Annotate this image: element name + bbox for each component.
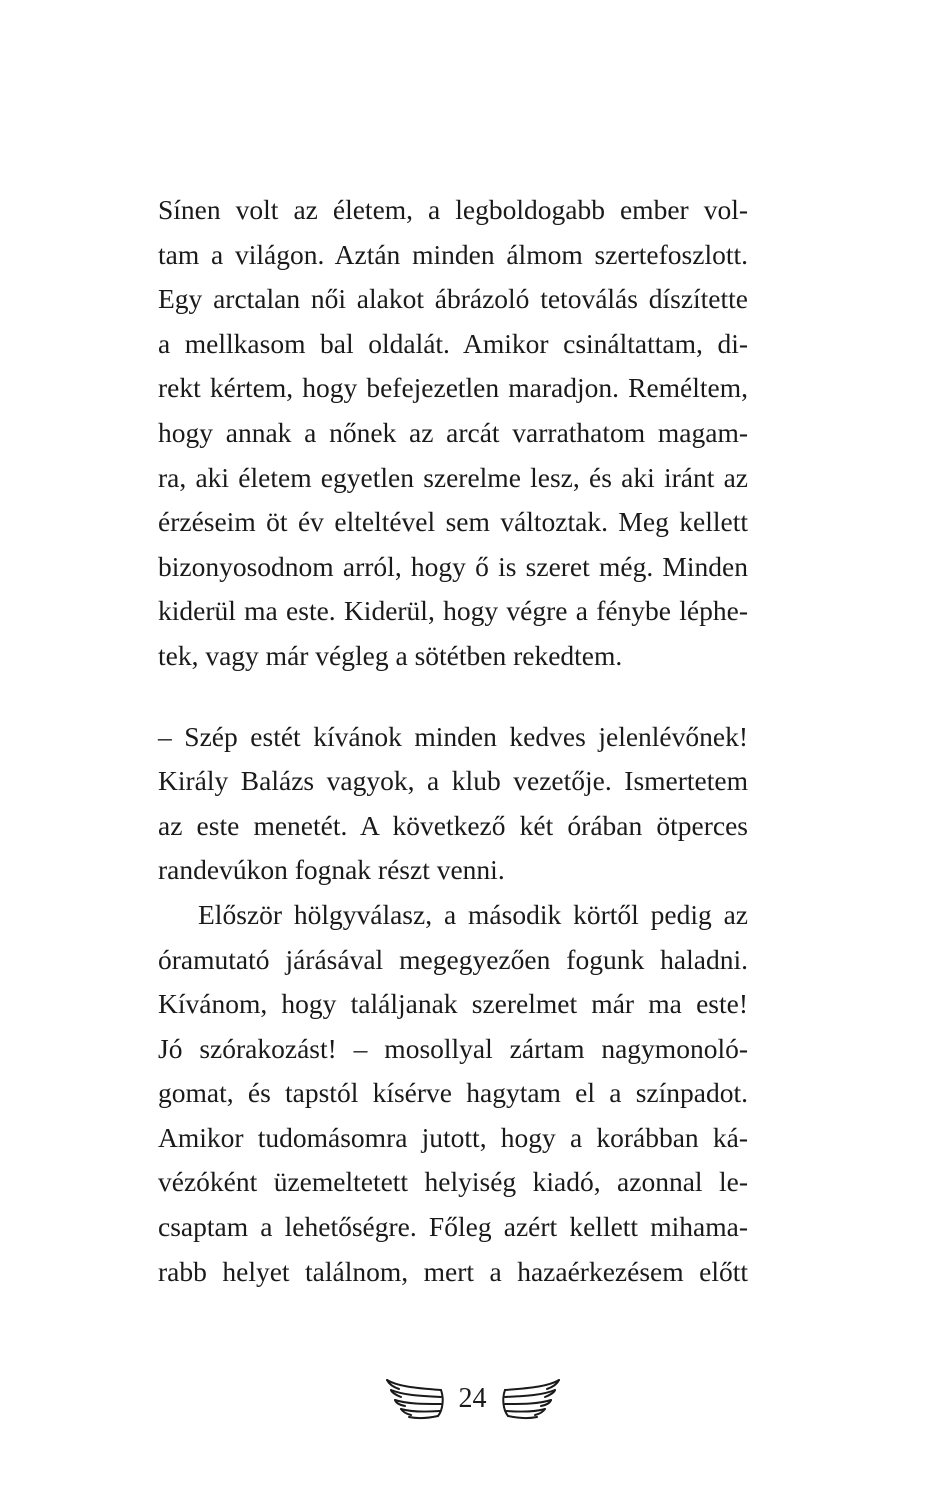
text-line: – Szép estét kívánok minden kedves jelenlévőnek! (158, 720, 748, 752)
text-line: Sínen volt az életem, a legboldogabb ember vol- (158, 194, 748, 225)
text-line: ra, aki életem egyetlen szerelme lesz, és aki iránt az (158, 461, 748, 493)
text-line: Egy arctalan női alakot ábrázoló tetoválás díszítette (158, 283, 748, 315)
text-line: Király Balázs vagyok, a klub vezetője. Ismertetem (158, 765, 748, 797)
text-line: tek, vagy már végleg a sötétben rekedtem. (158, 639, 623, 671)
text-line: gomat, és tapstól kísérve hagytam el a színpadot. (158, 1077, 748, 1109)
page-footer (0, 1374, 945, 1424)
text-line: érzéseim öt év elteltével sem változtak. Meg kellett (158, 506, 748, 538)
text-line: Először hölgyválasz, a második körtől pedig az (198, 898, 748, 930)
text-line: rabb helyet találnom, mert a hazaérkezésem előtt (158, 1255, 748, 1287)
text-line: Amikor tudomásomra jutott, hogy a korábban ká- (158, 1121, 748, 1153)
text-line: vézóként üzemeltetett helyiség kiadó, azonnal le- (158, 1166, 748, 1198)
section-gap (158, 679, 748, 715)
text-line: tam a világon. Aztán minden álmom szertefoszlott. (158, 238, 748, 270)
text-line: a mellkasom bal oldalát. Amikor csináltattam, di- (158, 327, 748, 359)
text-line: Jó szórakozást! – mosollyal zártam nagymonoló- (158, 1032, 748, 1064)
text-line: hogy annak a nőnek az arcát varrathatom magam- (158, 416, 748, 448)
angel-wing-right-icon (501, 1376, 563, 1422)
text-line: bizonyosodnom arról, hogy ő is szeret még. Minden (158, 550, 748, 582)
page-body (158, 188, 748, 1294)
text-line: randevúkon fognak részt venni. (158, 854, 505, 886)
text-line: Kívánom, hogy találjanak szerelmet már ma este! (158, 988, 748, 1020)
paragraph-3 (158, 893, 748, 1294)
paragraph-2 (158, 715, 748, 893)
page-number: 24 (458, 1383, 487, 1414)
angel-wing-left-icon (383, 1376, 445, 1422)
text-line: óramutató járásával megegyezően fogunk haladni. (158, 943, 748, 975)
text-line: csaptam a lehetőségre. Főleg azért kellett mihama- (158, 1211, 748, 1243)
text-line: az este menetét. A következő két órában ötperces (158, 809, 748, 841)
paragraph-1 (158, 188, 748, 679)
text-line: kiderül ma este. Kiderül, hogy végre a fénybe léphe- (158, 595, 748, 627)
text-line: rekt kértem, hogy befejezetlen maradjon. Reméltem, (158, 372, 748, 404)
